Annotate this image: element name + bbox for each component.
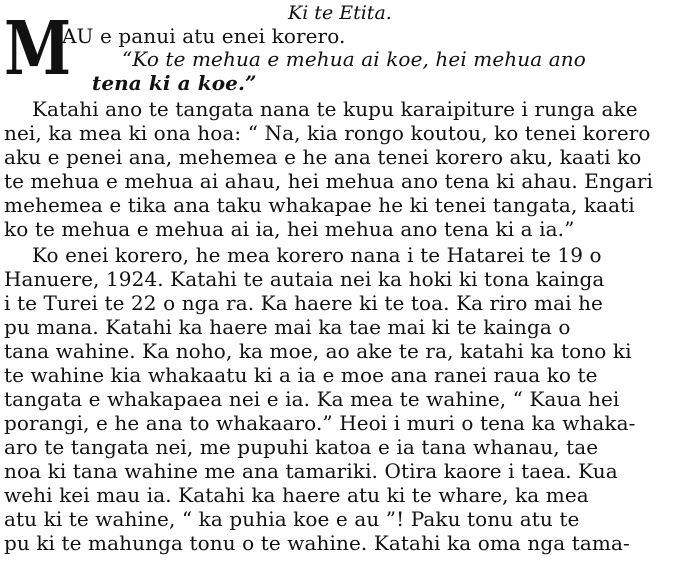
paragraph-line: aku e penei ana, mehemea e he ana tenei korero aku, kaati ko xyxy=(4,145,642,169)
paragraph-line: i te Turei te 22 o nga ra. Ka haere ki te toa. Ka riro mai he xyxy=(4,291,603,315)
paragraph-line: pu mana. Katahi ka haere mai ka tae mai ki te kainga o xyxy=(4,315,571,339)
drop-cap: M xyxy=(4,6,72,92)
intro-line: AU e panui atu enei korero. xyxy=(62,24,346,48)
paragraph-line: atu ki te wahine, “ ka puhia koe e au ”! Paku tonu atu te xyxy=(4,507,580,531)
paragraph-line: Ko enei korero, he mea korero nana i te Hatarei te 19 o xyxy=(32,243,602,267)
paragraph-line: Hanuere, 1924. Katahi te autaia nei ka hoki ki tona kainga xyxy=(4,267,605,291)
intro-quote-line: “Ko te mehua e mehua ai koe, hei mehua ano xyxy=(122,47,586,71)
paragraph-line: wehi kei mau ia. Katahi ka haere atu ki te whare, ka mea xyxy=(4,483,589,507)
paragraph-line: te wahine kia whakaatu ki a ia e moe ana ranei raua ko te xyxy=(4,363,598,387)
intro-quote-line: tena ki a koe.” xyxy=(92,71,257,95)
letter-heading: Ki te Etita. xyxy=(288,2,392,24)
paragraph-line: nei, ka mea ki ona hoa: “ Na, kia rongo koutou, ko tenei korero xyxy=(4,121,651,145)
paragraph-line: tangata e whakapaea nei e ia. Ka mea te wahine, “ Kaua hei xyxy=(4,387,620,411)
paragraph-line: Katahi ano te tangata nana te kupu karaipiture i runga ake xyxy=(32,97,638,121)
paragraph-line: aro te tangata nei, me pupuhi katoa e ia tana whanau, tae xyxy=(4,435,599,459)
paragraph-line: mehemea e tika ana taku whakapae he ki tenei tangata, kaati xyxy=(4,193,635,217)
paragraph-line: te mehua e mehua ai ahau, hei mehua ano tena ki ahau. Engari xyxy=(4,169,654,193)
paragraph-line: tana wahine. Ka noho, ka moe, ao ake te ra, katahi ka tono ki xyxy=(4,339,632,363)
paragraph-line: noa ki tana wahine me ana tamariki. Otira kaore i taea. Kua xyxy=(4,459,618,483)
paragraph-line: porangi, e he ana to whakaaro.” Heoi i muri o tena ka whaka- xyxy=(4,411,636,435)
paragraph-line: pu ki te mahunga tonu o te wahine. Katahi ka oma nga tama- xyxy=(4,531,630,555)
paragraph-line: ko te mehua e mehua ai ia, hei mehua ano tena ki a ia.” xyxy=(4,217,575,241)
